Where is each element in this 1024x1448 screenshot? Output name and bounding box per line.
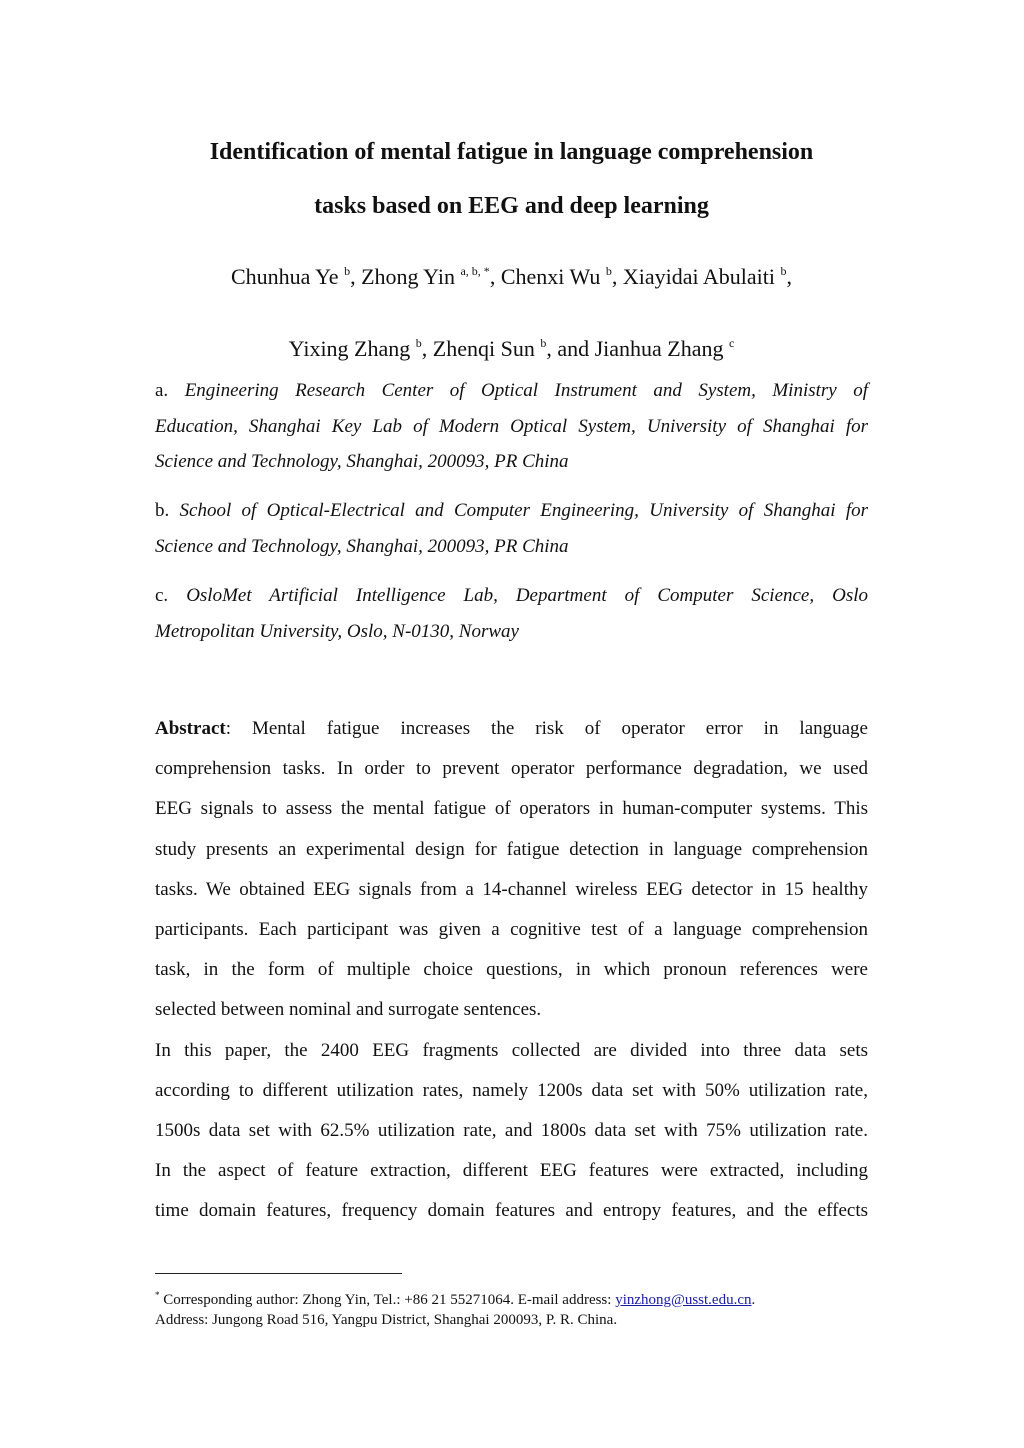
affiliation-label: a. <box>155 380 169 401</box>
abstract <box>155 709 868 1232</box>
author: Yixing Zhang <box>288 336 411 361</box>
author: , Chenxi Wu <box>489 264 601 289</box>
affiliation-text: Science and Technology, Shanghai, 200093, PR China <box>155 451 569 472</box>
affiliation-text: School of Optical-Electrical and Computer Engineering, University of Shanghai for <box>179 500 868 521</box>
abstract-text: In the aspect of feature extraction, different EEG features were extracted, including <box>155 1160 868 1182</box>
affiliation-text: OsloMet Artificial Intelligence Lab, Department of Computer Science, Oslo <box>186 585 868 606</box>
affiliation-mark: b <box>415 336 422 350</box>
affiliation-a <box>155 373 868 480</box>
author: , Xiayidai Abulaiti <box>611 264 776 289</box>
email-link[interactable]: yinzhong@usst.edu.cn <box>615 1292 752 1308</box>
footnote-divider <box>155 1273 402 1274</box>
affiliation-mark: a, b, * <box>460 264 490 278</box>
abstract-text: tasks. We obtained EEG signals from a 14-channel wireless EEG detector in 15 healthy <box>155 878 868 900</box>
author-line <box>155 310 868 382</box>
abstract-text: according to different utilization rates, namely 1200s data set with 50% utilization rate, <box>155 1079 868 1101</box>
affiliation-label: b. <box>155 500 170 521</box>
affiliation-mark: b <box>344 264 351 278</box>
abstract-text: comprehension tasks. In order to prevent operator performance degradation, we used <box>155 758 868 780</box>
paper-title <box>155 125 868 233</box>
author-line <box>155 238 868 310</box>
footnote-line <box>155 1285 875 1310</box>
affiliation-c <box>155 578 868 649</box>
affiliation-mark: b <box>540 336 547 350</box>
affiliation-mark: c <box>729 336 735 350</box>
author: , and Jianhua Zhang <box>546 336 724 361</box>
abstract-text: study presents an experimental design for fatigue detection in language comprehension <box>155 838 868 860</box>
footnote-address: Address: Jungong Road 516, Yangpu District, Shanghai 200093, P. R. China. <box>155 1312 618 1328</box>
affiliation-mark: b <box>605 264 612 278</box>
author: , Zhenqi Sun <box>421 336 535 361</box>
footnote <box>155 1285 875 1330</box>
abstract-text: task, in the form of multiple choice questions, in which pronoun references were <box>155 959 868 981</box>
title-line: Identification of mental fatigue in language comprehension <box>209 139 814 165</box>
abstract-text: selected between nominal and surrogate sentences. <box>155 999 542 1021</box>
punct: . <box>751 1292 756 1308</box>
title-line: tasks based on EEG and deep learning <box>314 193 709 219</box>
abstract-text: EEG signals to assess the mental fatigue of operators in human-computer systems. This <box>155 798 868 820</box>
abstract-text: In this paper, the 2400 EEG fragments collected are divided into three data sets <box>155 1039 868 1061</box>
author: Chunhua Ye <box>230 264 339 289</box>
abstract-heading: Abstract <box>155 718 226 739</box>
abstract-text: 1500s data set with 62.5% utilization rate, and 1800s data set with 75% utilization rate. <box>155 1120 868 1142</box>
affiliation-text: Education, Shanghai Key Lab of Modern Optical System, University of Shanghai for <box>155 415 868 437</box>
abstract-text: : Mental fatigue increases the risk of operator error in language <box>225 718 868 739</box>
abstract-text: time domain features, frequency domain features and entropy features, and the effects <box>155 1200 868 1222</box>
affiliation-text: Science and Technology, Shanghai, 200093, PR China <box>155 535 569 557</box>
footnote-marker: * <box>155 1290 160 1300</box>
affiliation-label: c. <box>155 585 169 606</box>
footnote-text: Corresponding author: Zhong Yin, Tel.: +86 21 55271064. E-mail address: <box>159 1292 616 1308</box>
affiliation-text: Engineering Research Center of Optical Instrument and System, Ministry of <box>184 380 868 401</box>
author: , Zhong Yin <box>350 264 455 289</box>
affiliation-b <box>155 493 868 564</box>
author-list <box>155 238 868 382</box>
affiliation-mark: b <box>780 264 787 278</box>
affiliation-text: Metropolitan University, Oslo, N-0130, Norway <box>155 620 519 642</box>
punct: , <box>786 264 793 289</box>
abstract-text: participants. Each participant was given a cognitive test of a language comprehension <box>155 919 868 941</box>
